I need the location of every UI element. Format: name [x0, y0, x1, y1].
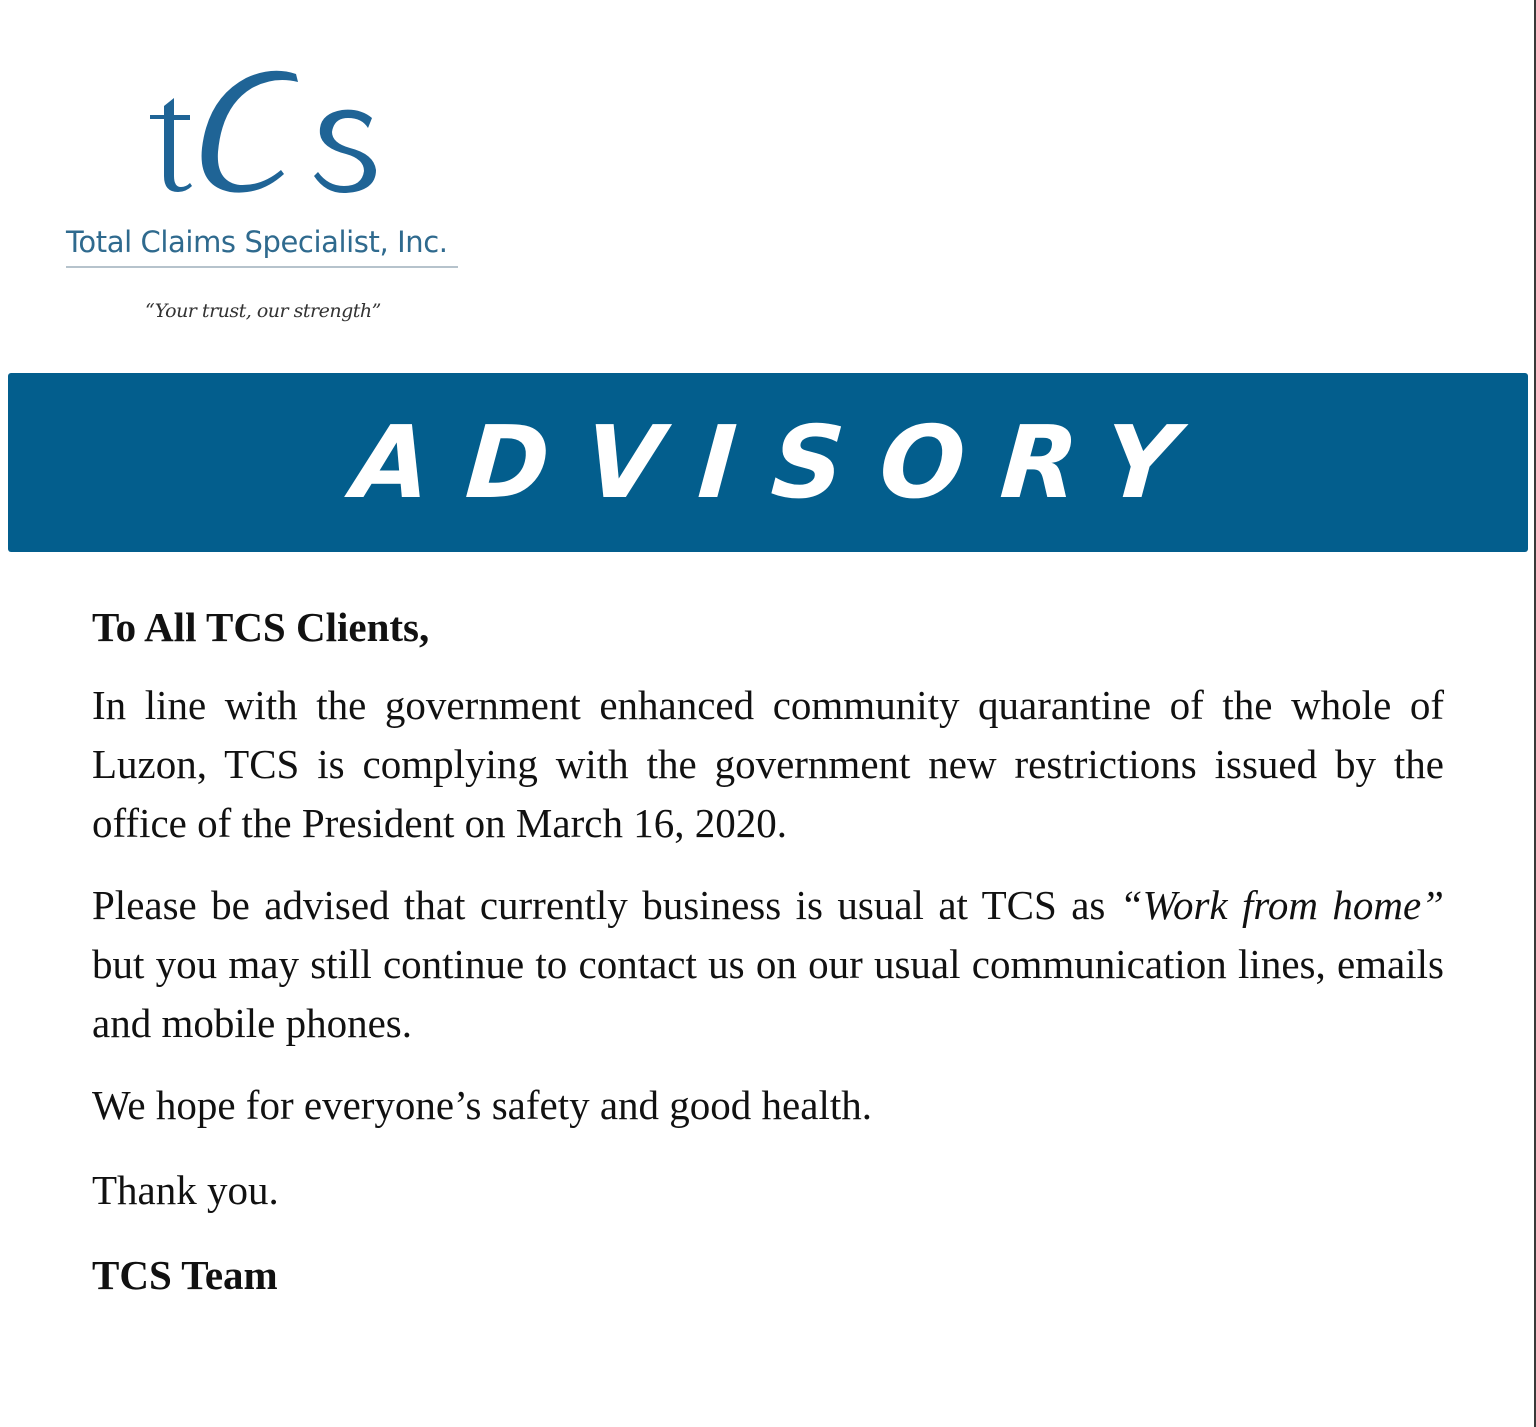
signature: TCS Team: [92, 1252, 278, 1298]
paragraph-quarantine-notice: In line with the government enhanced community quarantine of the whole of Luzon, TCS is complying with the government new restrictions issued by the office of the President on March 16, 2020.: [92, 682, 1444, 846]
company-name: Total Claims Specialist, Inc.: [66, 225, 448, 259]
closing-thank-you: Thank you.: [92, 1167, 279, 1213]
paragraph-well-wishes: We hope for everyone’s safety and good health.: [92, 1082, 872, 1128]
banner-title: ADVISORY: [348, 403, 1218, 521]
paragraph-work-from-home-tail: but you may still continue to contact us on our usual communication lines, emails and mobile phones.: [92, 941, 1444, 1046]
advisory-letter: [92, 598, 1444, 1304]
salutation: To All TCS Clients,: [92, 604, 430, 650]
paragraph-work-from-home-lead: Please be advised that currently business is usual at TCS as: [92, 882, 1120, 928]
advisory-banner: [8, 373, 1528, 552]
tcs-logo-mark-icon: [146, 68, 386, 200]
paragraph-work-from-home: [92, 876, 1444, 1053]
company-logo: [60, 60, 480, 350]
company-name-underline: [66, 266, 458, 268]
company-tagline: “Your trust, our strength”: [145, 300, 381, 322]
work-from-home-phrase: “Work from home”: [1119, 882, 1444, 928]
